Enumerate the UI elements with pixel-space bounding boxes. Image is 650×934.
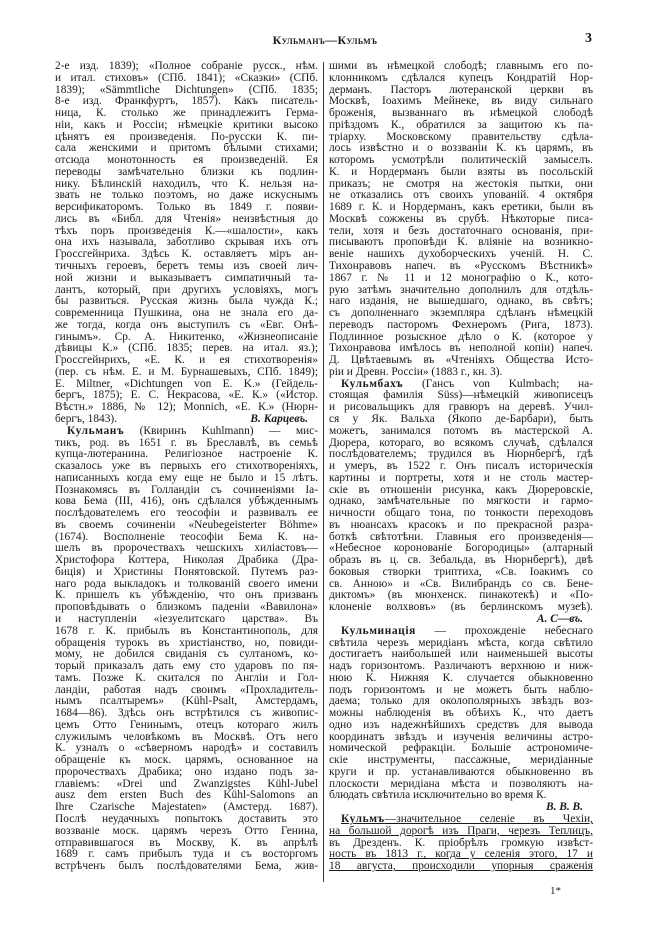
- line-text: одно изъ надежнѣйшихъ средствъ для вывода: [329, 718, 593, 731]
- line-text: и наступленіи «іезуелитскаго царства». Въ: [55, 612, 318, 625]
- line-text: образъ въ ц. св. Зебальда, въ Нюрнбергѣ), двѣ: [329, 554, 593, 567]
- line-text: нику. Бѣлинскій находилъ, что К. нельзя на-: [55, 177, 318, 190]
- line-text: тамъ. Позже К. скитался по Англіи и Гол-: [55, 671, 318, 684]
- line-text: картины и портреты, хотя и не столь мастер-: [329, 471, 593, 484]
- line-text: звать не только поэтомъ, но даже искуснымъ: [55, 189, 318, 202]
- line-text: наго изданія, не вышедшаго, однако, въ свѣтъ;: [329, 295, 593, 308]
- line-text: шелъ въ пророчествахъ чешскихъ хиліастовъ—: [55, 542, 318, 555]
- line-text: 1839); «Sämmtliche Dichtungen» (СПб. 1835;: [55, 83, 318, 96]
- line-text: наго рода выкладокъ и толкованій своего имени: [55, 577, 318, 590]
- line-text: шими въ нѣмецкой слободѣ; главнымъ его по-: [329, 60, 593, 72]
- line-text: 1689 г. К. и Нордерманъ, какъ еретики, были въ: [329, 201, 593, 214]
- line-text: ріи и Древн. Россіи» (1883 г., кн. 3).: [329, 365, 503, 378]
- line-text: (Гансъ von Kulmbach; на-: [403, 377, 593, 390]
- line-text: же тогда, когда онъ выступилъ съ «Евг. Онѣ-: [55, 318, 318, 331]
- line-text: св. Анною» и «Св. Вилибрандъ со св. Бене-: [329, 577, 593, 590]
- line-text: въ Дрезденъ. К. пріобрѣлъ громкую извѣст-: [329, 836, 593, 849]
- line-text: переводы замѣчательно близки къ подлин-: [55, 165, 318, 178]
- line-text: тели, хотя и безъ достаточнаго основанія, при-: [329, 224, 593, 237]
- line-text: тикъ, род. въ 1651 г. въ Бреславлѣ, въ семьѣ: [55, 436, 318, 449]
- line-text: биція) и Христины Понятовской. Путемъ раз-: [55, 565, 318, 578]
- line-text: плоскости меридіана мѣста и позволяютъ на-: [329, 777, 593, 790]
- line-text: не отказались отъ своихъ упованій. 4 октября: [329, 189, 593, 202]
- line-text: и умеръ, въ 1522 г. Онъ писалъ историческія: [329, 460, 593, 473]
- line-text: которомъ усмотрѣли политическій замыселъ.: [329, 154, 593, 167]
- line-text: проповѣдывать о близкомъ паденіи «Вавилона»: [55, 601, 318, 614]
- line-text: ничности общаго тона, по тонкости переходовъ: [329, 507, 593, 520]
- line-text: въ нюансахъ красокъ и по прекрасной разра-: [329, 518, 593, 531]
- line-text: 18 августа, происходили упорныя сраженія: [329, 860, 593, 873]
- line-text: клонникомъ сдѣлался купецъ Кондратій Нор-: [329, 71, 593, 84]
- column-divider: [323, 62, 324, 882]
- line-text: клоненіе волхвовъ» (въ берлинскомъ музеѣ).: [329, 601, 593, 614]
- line-text: на большой дорогѣ изъ Праги, черезъ Теплицъ,: [329, 824, 593, 837]
- line-text: она ихъ называла, заботливо скрывая ихъ отъ: [55, 236, 318, 249]
- line-text: (Квиринъ Kuhlmann) — мис-: [124, 424, 318, 437]
- text-line: [55, 861, 318, 873]
- line-text: бергъ, 1875); Е. С. Некрасова, «Е. К.» («Истор.: [55, 389, 318, 402]
- line-text: версификаторомъ. Только въ 1849 г. появи-: [55, 201, 318, 214]
- line-text: «Небесное коронованіе Богородицы» (алтарный: [329, 542, 593, 555]
- line-text: 1689 г. самъ прибылъ туда и съ восторгомъ: [55, 848, 318, 861]
- line-text: нюю К. Нижняя К. случается обыкновенно: [329, 671, 593, 684]
- line-text: Подлинное розыскное дѣло о К. (которое у: [329, 330, 593, 343]
- line-text: пріѣздомъ К., обратился за защитою къ па-: [329, 118, 593, 131]
- line-text: броженія, вызваннаго въ нѣмецкой слободѣ: [329, 107, 593, 120]
- line-text: воззваніе моск. царямъ черезъ Отто Генина,: [55, 824, 318, 837]
- line-text: бы развиться. Русская жизнь была чужда К.;: [55, 295, 318, 308]
- line-text: можны наблюденія въ обѣихъ К., что даетъ: [329, 707, 593, 720]
- line-text: —значительное селеніе въ Чехіи,: [384, 813, 593, 825]
- line-text: стоящая фамилія Süss)—нѣмецкій живописецъ: [329, 389, 593, 402]
- line-text: К. пришелъ къ убѣжденію, что онъ призванъ: [55, 589, 318, 602]
- line-text: E. Miltner, «Dichtungen von E. K.» (Гейдель-: [55, 377, 318, 390]
- headword: Кульманъ: [67, 424, 125, 437]
- line-text: ница, К. столько же принадлежитъ Герма-: [55, 107, 318, 120]
- line-text: номической рефракціи. Большіе астрономиче-: [329, 742, 593, 755]
- line-text: купца-лютеранина. Религіозное настроеніе К.: [55, 448, 318, 461]
- line-text: Гроссгейнрихъ, «Е. К. и ея стихотворенія»: [55, 354, 318, 367]
- text-line-end: бергъ, 1843).: [55, 412, 118, 425]
- running-header: Кульманъ—Кульмъ: [272, 33, 378, 47]
- line-text: сала женскими и притомъ бѣлыми стихами;: [55, 142, 318, 155]
- headword: Кульминація: [341, 624, 416, 637]
- line-text: писываютъ проповѣди К. вліяніе на возникно-: [329, 236, 593, 249]
- line-text: цѣнятъ ея произведенія. По-русски К. пи-: [55, 130, 318, 143]
- line-text: Тихонравова имѣлось въ неполной копіи) напеч.: [329, 342, 593, 355]
- line-text: пророчествахъ Драбика; оно издано подъ за-: [55, 765, 318, 778]
- line-text: достигаетъ наибольшей или наименьшей высоты: [329, 648, 593, 661]
- line-text: лантъ, который, при другихъ условіяхъ, могъ: [55, 283, 318, 296]
- line-text: гинымъ». Ср. А. Никитенко, «Жизнеописаніе: [55, 330, 318, 343]
- line-text: мому, не добился свиданія съ султаномъ, ко-: [55, 648, 318, 661]
- line-text: послѣдователемъ его теософіи и развивалъ ее: [55, 507, 318, 520]
- line-text: 2-е изд. 1839); «Полное собраніе русск., нѣм.: [55, 60, 318, 72]
- line-text: кова Бема (III, 416), онъ сдѣлался убѣжденнымъ: [55, 495, 318, 508]
- line-text: координатъ звѣздъ и изученія величины астро-: [329, 730, 593, 743]
- line-text: можетъ, занимался потомъ въ мастерской А.: [329, 424, 593, 437]
- line-text: рую затѣмъ значительно дополнилъ для отдѣль-: [329, 283, 593, 296]
- line-text: отсюда монотонность ея произведеній. Ея: [55, 154, 318, 167]
- line-text: однако, замѣчательные по мягкости и гармо-: [329, 495, 593, 508]
- headword: Кульмбахъ: [341, 377, 404, 390]
- line-text: ность въ 1813 г., когда у селенія этого, 17 и: [329, 848, 593, 861]
- line-text: встрѣченъ былъ послѣдователями Бема, жив-: [55, 860, 318, 873]
- line-text: Москвѣ, Іоахимъ Мейнеке, въ виду сильнаго: [329, 95, 593, 108]
- line-text: и рисовальщикъ для гравюръ на деревѣ. Учил-: [329, 401, 593, 414]
- line-text: послѣдователемъ; трудился въ Нюрнбергѣ, гдѣ: [329, 448, 593, 461]
- line-text: отправившагося въ Москву, К. въ апрѣлѣ: [55, 836, 318, 849]
- left-column: [55, 61, 318, 873]
- line-text: и итал. стиховъ» (СПб. 1841); «Сказки» (СПб.: [55, 71, 318, 84]
- line-text: Познакомясь въ Голландіи съ сочиненіями Іа-: [55, 483, 318, 496]
- line-text: Д. Цвѣтаевымъ въ «Чтеніяхъ Общества Исто-: [329, 354, 593, 367]
- line-text: 1684—86). Здѣсь онъ встрѣтился съ живопис-: [55, 707, 318, 720]
- line-text: К. и Нордерманъ были взяты въ посольскій: [329, 165, 593, 178]
- line-text: Тихонравовъ напеч. въ «Русскомъ Вѣстникѣ»: [329, 260, 593, 273]
- line-text: ной жизни и выказываетъ симпатичный та-: [55, 271, 318, 284]
- line-text: переводъ пасторомъ Фехнеромъ (Рига, 1873).: [329, 318, 593, 331]
- line-text: 1678 г. К. прибылъ въ Константинополь, для: [55, 624, 318, 637]
- line-text: Христофора Коттера, Николая Драбика (Дра-: [55, 554, 318, 567]
- signature-mark: 1*: [550, 885, 561, 897]
- line-text: обращенія турокъ въ христіанство, но, повиди-: [55, 636, 318, 649]
- line-text: сказалось уже въ первыхъ его стихотвореніяхъ,: [55, 460, 318, 473]
- line-text: В. В. В.: [545, 801, 583, 814]
- line-text: Вѣстн.» 1886, № 12); Monnich, «Е. К.» (Нюрн-: [55, 401, 318, 414]
- line-text: 1867 г. № 11 и 12 монографію о К., кото-: [329, 271, 593, 284]
- line-text: блюдать свѣтила исключительно во время К.: [329, 789, 547, 802]
- line-text: приказъ; не смотря на жестокія пытки, они: [329, 177, 593, 190]
- line-text: К. узналъ о «сѣверномъ народѣ» и составилъ: [55, 742, 318, 755]
- line-text: надъ горизонтомъ. Различаютъ верхнюю и ниж-: [329, 660, 593, 673]
- line-text: обращеніе къ моск. царямъ, основанное на: [55, 754, 318, 767]
- author-signature: В. Карцевъ.: [250, 412, 308, 425]
- line-text: ся у Як. Вальха (Якопо де-Барбари), быть: [329, 412, 593, 425]
- line-text: написанныхъ когда ему еще не было и 15 лѣтъ.: [55, 471, 318, 484]
- line-text: служилымъ человѣкомъ въ Москвѣ. Отъ него: [55, 730, 318, 743]
- line-text: диктомъ» (въ мюнхенск. пинакотекѣ) и «По-: [329, 589, 593, 602]
- line-text: подъ горизонтомъ и не можетъ быть наблю-: [329, 683, 593, 696]
- line-text: Дюрера, котораго, во всякомъ случаѣ, сдѣлался: [329, 436, 593, 449]
- line-text: ausz dem ersten Buch des Kühl-Salomons an: [55, 789, 318, 802]
- headword: Кульмъ: [341, 813, 385, 825]
- line-text: лось извѣстно и о воззваніи К. къ царямъ, въ: [329, 142, 593, 155]
- line-text: лись въ «Библ. для Чтенія» неизвѣстныя до: [55, 212, 318, 225]
- line-text: 8-е изд. Франкфуртъ, 1857). Какъ писатель-: [55, 95, 318, 108]
- line-text: Послѣ неудачныхъ попытокъ доставить это: [55, 813, 318, 825]
- page-number: 3: [585, 31, 592, 46]
- line-text: (1674). Восполненіе теософіи Бема К. на-: [55, 530, 318, 543]
- line-text: Ihre Czarische Majestaten» (Амстерд. 1687).: [55, 801, 318, 814]
- line-text: въ своемъ сочиненіи «Neubegeisterter Böhme»: [55, 518, 318, 531]
- line-text: тичныхъ героевъ, беретъ темы изъ своей лич-: [55, 260, 318, 273]
- line-text: съ дополненнаго экземпляра сдѣланъ нѣмецкій: [329, 307, 593, 320]
- line-text: нымъ псалтыремъ» (Kühl-Psalt, Амстердамъ,: [55, 695, 318, 708]
- line-text: скіе инструменты, пассажные, меридіанные: [329, 754, 593, 767]
- line-text: (пер. съ нѣм. Е. и М. Бурнашевыхъ, СПб. 1849);: [55, 365, 318, 378]
- line-text: — прохожденіе небеснаго: [415, 624, 593, 637]
- line-text: даема; только для околополярныхъ звѣздъ воз-: [329, 695, 593, 708]
- line-text: свѣтила черезъ меридіанъ мѣста, когда свѣтило: [329, 636, 593, 649]
- text-line: [329, 861, 593, 873]
- right-column: [329, 61, 593, 873]
- line-text: главіемъ: «Drei und Zwanzigstes Kühl-Jubel: [55, 777, 318, 790]
- line-text: дерманъ. Пасторъ лютеранской церкви въ: [329, 83, 593, 96]
- line-text: торый приказалъ дать ему сто ударовъ по пя-: [55, 660, 318, 673]
- line-text: тѣхъ поръ произведенія К.—«шалости», какъ: [55, 224, 318, 237]
- line-text: Гроссгейнриха. Здѣсь К. оставляетъ міръ ан-: [55, 248, 318, 261]
- line-text: боткѣ свѣтотѣни. Главныя его произведенія—: [329, 530, 593, 543]
- line-text: веніе нашихъ духоборческихъ ученій. Н. С.: [329, 248, 593, 261]
- line-text: скіе въ отношеніи рисунка, какъ Дюреровскіе,: [329, 483, 593, 496]
- line-text: цемъ Отто Генинымъ, отецъ котораго жилъ: [55, 718, 318, 731]
- line-text: дѣвицы К.» (СПб. 1835; перев. на итал. яз.);: [55, 342, 318, 355]
- line-text: ландіи, работая надъ своимъ «Прохладитель-: [55, 683, 318, 696]
- line-text: ніи, какъ и Россіи; нѣмецкіе критики высоко: [55, 118, 318, 131]
- line-text: тріарху. Московскому правительству сдѣла-: [329, 130, 593, 143]
- line-text: А. С—въ.: [536, 612, 583, 625]
- line-text: круги и пр. устанавливаются обыкновенно въ: [329, 765, 593, 778]
- line-text: современница Пушкина, она не знала его да-: [55, 307, 318, 320]
- line-text: Москвѣ сожжены въ срубѣ. Нѣкоторые писа-: [329, 212, 593, 225]
- line-text: боковыя створки триптиха, «Св. Іоакимъ со: [329, 565, 593, 578]
